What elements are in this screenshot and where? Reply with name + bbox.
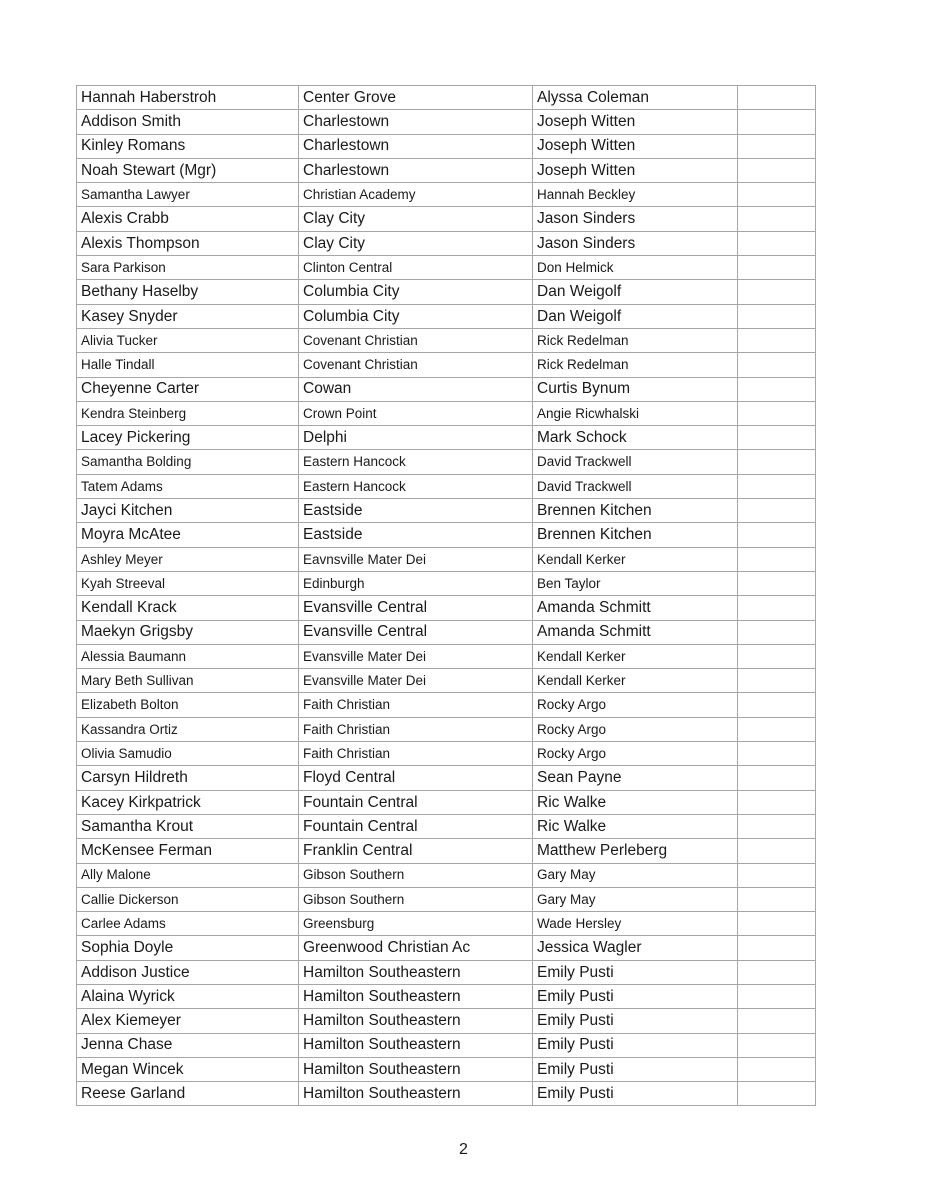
empty-cell [738, 693, 816, 717]
empty-cell [738, 256, 816, 280]
table-row [77, 1057, 816, 1081]
empty-cell [738, 450, 816, 474]
coach-cell: Emily Pusti [533, 1009, 738, 1033]
table-row [77, 304, 816, 328]
coach-cell: Gary May [533, 863, 738, 887]
athlete-name-cell: Kendra Steinberg [77, 401, 299, 425]
table-row [77, 401, 816, 425]
table-row [77, 183, 816, 207]
coach-cell: Alyssa Coleman [533, 86, 738, 110]
empty-cell [738, 134, 816, 158]
athlete-name-cell: Alessia Baumann [77, 644, 299, 668]
empty-cell [738, 912, 816, 936]
athlete-name-cell: Megan Wincek [77, 1057, 299, 1081]
table-row [77, 1009, 816, 1033]
athlete-name-cell: Mary Beth Sullivan [77, 669, 299, 693]
athlete-name-cell: Halle Tindall [77, 353, 299, 377]
school-cell: Center Grove [299, 86, 533, 110]
table-row [77, 1082, 816, 1106]
coach-cell: Rick Redelman [533, 353, 738, 377]
athlete-name-cell: Alaina Wyrick [77, 984, 299, 1008]
table-row [77, 863, 816, 887]
school-cell: Hamilton Southeastern [299, 1033, 533, 1057]
empty-cell [738, 1033, 816, 1057]
coach-cell: Joseph Witten [533, 110, 738, 134]
school-cell: Faith Christian [299, 717, 533, 741]
empty-cell [738, 231, 816, 255]
empty-cell [738, 158, 816, 182]
athlete-name-cell: Ally Malone [77, 863, 299, 887]
table-row [77, 1033, 816, 1057]
table-row [77, 547, 816, 571]
coach-cell: Emily Pusti [533, 960, 738, 984]
athlete-name-cell: Bethany Haselby [77, 280, 299, 304]
coach-cell: David Trackwell [533, 450, 738, 474]
empty-cell [738, 547, 816, 571]
coach-cell: Ben Taylor [533, 571, 738, 595]
school-cell: Columbia City [299, 280, 533, 304]
school-cell: Evansville Mater Dei [299, 644, 533, 668]
athlete-name-cell: Elizabeth Bolton [77, 693, 299, 717]
empty-cell [738, 1057, 816, 1081]
table-row [77, 839, 816, 863]
school-cell: Covenant Christian [299, 328, 533, 352]
table-row [77, 814, 816, 838]
empty-cell [738, 401, 816, 425]
table-row [77, 231, 816, 255]
coach-cell: Brennen Kitchen [533, 499, 738, 523]
table-row [77, 474, 816, 498]
coach-cell: Amanda Schmitt [533, 596, 738, 620]
coach-cell: Rick Redelman [533, 328, 738, 352]
empty-cell [738, 717, 816, 741]
roster-table-body [77, 86, 816, 1106]
table-row [77, 134, 816, 158]
school-cell: Evansville Central [299, 596, 533, 620]
coach-cell: Joseph Witten [533, 158, 738, 182]
coach-cell: Sean Payne [533, 766, 738, 790]
athlete-name-cell: Moyra McAtee [77, 523, 299, 547]
athlete-name-cell: Kacey Kirkpatrick [77, 790, 299, 814]
athlete-name-cell: Carlee Adams [77, 912, 299, 936]
school-cell: Clay City [299, 231, 533, 255]
empty-cell [738, 280, 816, 304]
empty-cell [738, 669, 816, 693]
table-row [77, 596, 816, 620]
table-row [77, 984, 816, 1008]
athlete-name-cell: Alexis Thompson [77, 231, 299, 255]
coach-cell: Amanda Schmitt [533, 620, 738, 644]
empty-cell [738, 887, 816, 911]
athlete-name-cell: Alivia Tucker [77, 328, 299, 352]
coach-cell: Emily Pusti [533, 984, 738, 1008]
coach-cell: David Trackwell [533, 474, 738, 498]
athlete-name-cell: Hannah Haberstroh [77, 86, 299, 110]
empty-cell [738, 474, 816, 498]
empty-cell [738, 110, 816, 134]
empty-cell [738, 523, 816, 547]
school-cell: Faith Christian [299, 693, 533, 717]
coach-cell: Mark Schock [533, 426, 738, 450]
school-cell: Floyd Central [299, 766, 533, 790]
table-row [77, 353, 816, 377]
athlete-name-cell: Lacey Pickering [77, 426, 299, 450]
empty-cell [738, 1009, 816, 1033]
empty-cell [738, 304, 816, 328]
school-cell: Gibson Southern [299, 863, 533, 887]
coach-cell: Jason Sinders [533, 207, 738, 231]
table-row [77, 426, 816, 450]
athlete-name-cell: Addison Justice [77, 960, 299, 984]
school-cell: Eastside [299, 499, 533, 523]
empty-cell [738, 620, 816, 644]
coach-cell: Don Helmick [533, 256, 738, 280]
athlete-name-cell: Kyah Streeval [77, 571, 299, 595]
athlete-name-cell: Cheyenne Carter [77, 377, 299, 401]
coach-cell: Dan Weigolf [533, 304, 738, 328]
athlete-name-cell: Carsyn Hildreth [77, 766, 299, 790]
coach-cell: Curtis Bynum [533, 377, 738, 401]
table-row [77, 717, 816, 741]
school-cell: Christian Academy [299, 183, 533, 207]
coach-cell: Kendall Kerker [533, 669, 738, 693]
empty-cell [738, 814, 816, 838]
athlete-name-cell: Kinley Romans [77, 134, 299, 158]
school-cell: Gibson Southern [299, 887, 533, 911]
coach-cell: Emily Pusti [533, 1033, 738, 1057]
empty-cell [738, 1082, 816, 1106]
table-row [77, 669, 816, 693]
empty-cell [738, 742, 816, 766]
athlete-name-cell: Sophia Doyle [77, 936, 299, 960]
page-number: 2 [459, 1141, 468, 1158]
school-cell: Faith Christian [299, 742, 533, 766]
athlete-name-cell: Reese Garland [77, 1082, 299, 1106]
coach-cell: Ric Walke [533, 790, 738, 814]
school-cell: Eavnsville Mater Dei [299, 547, 533, 571]
table-row [77, 523, 816, 547]
table-row [77, 571, 816, 595]
empty-cell [738, 183, 816, 207]
athlete-name-cell: Kassandra Ortiz [77, 717, 299, 741]
coach-cell: Dan Weigolf [533, 280, 738, 304]
athlete-name-cell: McKensee Ferman [77, 839, 299, 863]
school-cell: Delphi [299, 426, 533, 450]
table-row [77, 887, 816, 911]
empty-cell [738, 936, 816, 960]
athlete-name-cell: Jayci Kitchen [77, 499, 299, 523]
coach-cell: Jason Sinders [533, 231, 738, 255]
table-row [77, 207, 816, 231]
table-row [77, 742, 816, 766]
school-cell: Edinburgh [299, 571, 533, 595]
empty-cell [738, 984, 816, 1008]
coach-cell: Brennen Kitchen [533, 523, 738, 547]
school-cell: Fountain Central [299, 790, 533, 814]
school-cell: Evansville Central [299, 620, 533, 644]
table-row [77, 620, 816, 644]
school-cell: Clay City [299, 207, 533, 231]
roster-table [76, 85, 816, 1106]
school-cell: Hamilton Southeastern [299, 1009, 533, 1033]
athlete-name-cell: Addison Smith [77, 110, 299, 134]
coach-cell: Emily Pusti [533, 1082, 738, 1106]
table-row [77, 377, 816, 401]
school-cell: Covenant Christian [299, 353, 533, 377]
coach-cell: Rocky Argo [533, 742, 738, 766]
athlete-name-cell: Samantha Krout [77, 814, 299, 838]
coach-cell: Hannah Beckley [533, 183, 738, 207]
school-cell: Evansville Mater Dei [299, 669, 533, 693]
coach-cell: Rocky Argo [533, 693, 738, 717]
coach-cell: Angie Ricwhalski [533, 401, 738, 425]
school-cell: Eastern Hancock [299, 474, 533, 498]
empty-cell [738, 790, 816, 814]
school-cell: Charlestown [299, 158, 533, 182]
coach-cell: Emily Pusti [533, 1057, 738, 1081]
athlete-name-cell: Alex Kiemeyer [77, 1009, 299, 1033]
empty-cell [738, 571, 816, 595]
empty-cell [738, 644, 816, 668]
empty-cell [738, 86, 816, 110]
empty-cell [738, 426, 816, 450]
coach-cell: Matthew Perleberg [533, 839, 738, 863]
athlete-name-cell: Noah Stewart (Mgr) [77, 158, 299, 182]
school-cell: Eastern Hancock [299, 450, 533, 474]
athlete-name-cell: Callie Dickerson [77, 887, 299, 911]
coach-cell: Joseph Witten [533, 134, 738, 158]
coach-cell: Wade Hersley [533, 912, 738, 936]
empty-cell [738, 207, 816, 231]
school-cell: Charlestown [299, 110, 533, 134]
empty-cell [738, 960, 816, 984]
coach-cell: Kendall Kerker [533, 644, 738, 668]
coach-cell: Gary May [533, 887, 738, 911]
table-row [77, 790, 816, 814]
table-row [77, 960, 816, 984]
empty-cell [738, 328, 816, 352]
empty-cell [738, 499, 816, 523]
table-row [77, 280, 816, 304]
athlete-name-cell: Jenna Chase [77, 1033, 299, 1057]
table-row [77, 158, 816, 182]
table-row [77, 693, 816, 717]
table-row [77, 110, 816, 134]
athlete-name-cell: Ashley Meyer [77, 547, 299, 571]
athlete-name-cell: Maekyn Grigsby [77, 620, 299, 644]
empty-cell [738, 596, 816, 620]
table-row [77, 499, 816, 523]
school-cell: Hamilton Southeastern [299, 1057, 533, 1081]
school-cell: Charlestown [299, 134, 533, 158]
coach-cell: Rocky Argo [533, 717, 738, 741]
school-cell: Franklin Central [299, 839, 533, 863]
coach-cell: Ric Walke [533, 814, 738, 838]
school-cell: Greensburg [299, 912, 533, 936]
athlete-name-cell: Sara Parkison [77, 256, 299, 280]
school-cell: Hamilton Southeastern [299, 984, 533, 1008]
school-cell: Columbia City [299, 304, 533, 328]
table-row [77, 450, 816, 474]
athlete-name-cell: Kendall Krack [77, 596, 299, 620]
table-row [77, 328, 816, 352]
empty-cell [738, 863, 816, 887]
table-row [77, 936, 816, 960]
empty-cell [738, 377, 816, 401]
school-cell: Greenwood Christian Ac [299, 936, 533, 960]
coach-cell: Jessica Wagler [533, 936, 738, 960]
table-row [77, 912, 816, 936]
athlete-name-cell: Samantha Lawyer [77, 183, 299, 207]
table-row [77, 86, 816, 110]
athlete-name-cell: Alexis Crabb [77, 207, 299, 231]
table-row [77, 256, 816, 280]
table-row [77, 644, 816, 668]
athlete-name-cell: Samantha Bolding [77, 450, 299, 474]
school-cell: Eastside [299, 523, 533, 547]
school-cell: Hamilton Southeastern [299, 1082, 533, 1106]
school-cell: Hamilton Southeastern [299, 960, 533, 984]
athlete-name-cell: Tatem Adams [77, 474, 299, 498]
school-cell: Clinton Central [299, 256, 533, 280]
athlete-name-cell: Kasey Snyder [77, 304, 299, 328]
school-cell: Cowan [299, 377, 533, 401]
empty-cell [738, 353, 816, 377]
school-cell: Crown Point [299, 401, 533, 425]
school-cell: Fountain Central [299, 814, 533, 838]
athlete-name-cell: Olivia Samudio [77, 742, 299, 766]
table-row [77, 766, 816, 790]
empty-cell [738, 766, 816, 790]
coach-cell: Kendall Kerker [533, 547, 738, 571]
empty-cell [738, 839, 816, 863]
